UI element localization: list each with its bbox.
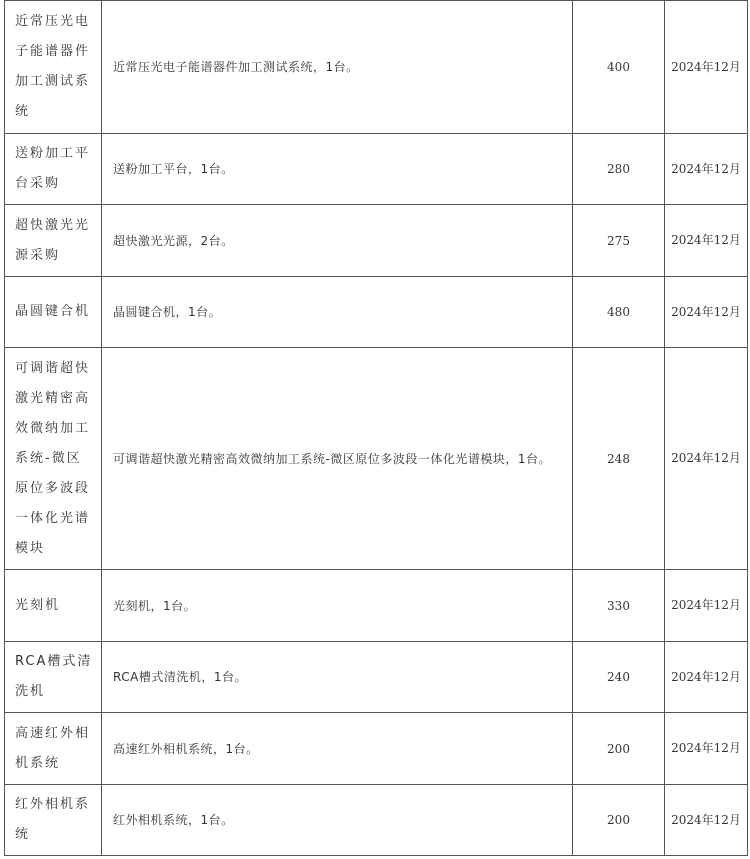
date-cell: 2024年12月 [665, 785, 748, 856]
project-name-cell: 送粉加工平台采购 [5, 134, 102, 205]
amount-cell: 200 [573, 713, 665, 785]
project-name-cell: 可调谐超快激光精密高效微纳加工系统-微区原位多波段一体化光谱模块 [5, 348, 102, 570]
table-row [5, 642, 748, 713]
description-cell: 近常压光电子能谱器件加工测试系统，1台。 [102, 1, 573, 134]
amount-cell: 248 [573, 348, 665, 570]
date-cell: 2024年12月 [665, 348, 748, 570]
date-cell: 2024年12月 [665, 277, 748, 348]
date-cell: 2024年12月 [665, 205, 748, 277]
project-name-cell: 超快激光光源采购 [5, 205, 102, 277]
project-name-cell: 近常压光电子能谱器件加工测试系统 [5, 1, 102, 134]
description-cell: 红外相机系统，1台。 [102, 785, 573, 856]
date-cell: 2024年12月 [665, 1, 748, 134]
date-cell: 2024年12月 [665, 713, 748, 785]
table-row [5, 785, 748, 856]
description-cell: 超快激光光源，2台。 [102, 205, 573, 277]
amount-cell: 280 [573, 134, 665, 205]
project-name-cell: RCA槽式清洗机 [5, 642, 102, 713]
table-row [5, 713, 748, 785]
table-row [5, 1, 748, 134]
description-cell: 送粉加工平台，1台。 [102, 134, 573, 205]
table-row [5, 205, 748, 277]
procurement-table [4, 0, 748, 856]
description-cell: 光刻机，1台。 [102, 570, 573, 642]
date-cell: 2024年12月 [665, 642, 748, 713]
amount-cell: 275 [573, 205, 665, 277]
date-cell: 2024年12月 [665, 570, 748, 642]
project-name-cell: 光刻机 [5, 570, 102, 642]
description-cell: 可调谐超快激光精密高效微纳加工系统-微区原位多波段一体化光谱模块，1台。 [102, 348, 573, 570]
project-name-cell: 晶圆键合机 [5, 277, 102, 348]
amount-cell: 240 [573, 642, 665, 713]
table-row [5, 570, 748, 642]
table-row [5, 348, 748, 570]
project-name-cell: 红外相机系统 [5, 785, 102, 856]
table-row [5, 134, 748, 205]
table-row [5, 277, 748, 348]
amount-cell: 480 [573, 277, 665, 348]
description-cell: RCA槽式清洗机，1台。 [102, 642, 573, 713]
amount-cell: 400 [573, 1, 665, 134]
project-name-cell: 高速红外相机系统 [5, 713, 102, 785]
description-cell: 晶圆键合机，1台。 [102, 277, 573, 348]
description-cell: 高速红外相机系统，1台。 [102, 713, 573, 785]
amount-cell: 330 [573, 570, 665, 642]
amount-cell: 200 [573, 785, 665, 856]
date-cell: 2024年12月 [665, 134, 748, 205]
